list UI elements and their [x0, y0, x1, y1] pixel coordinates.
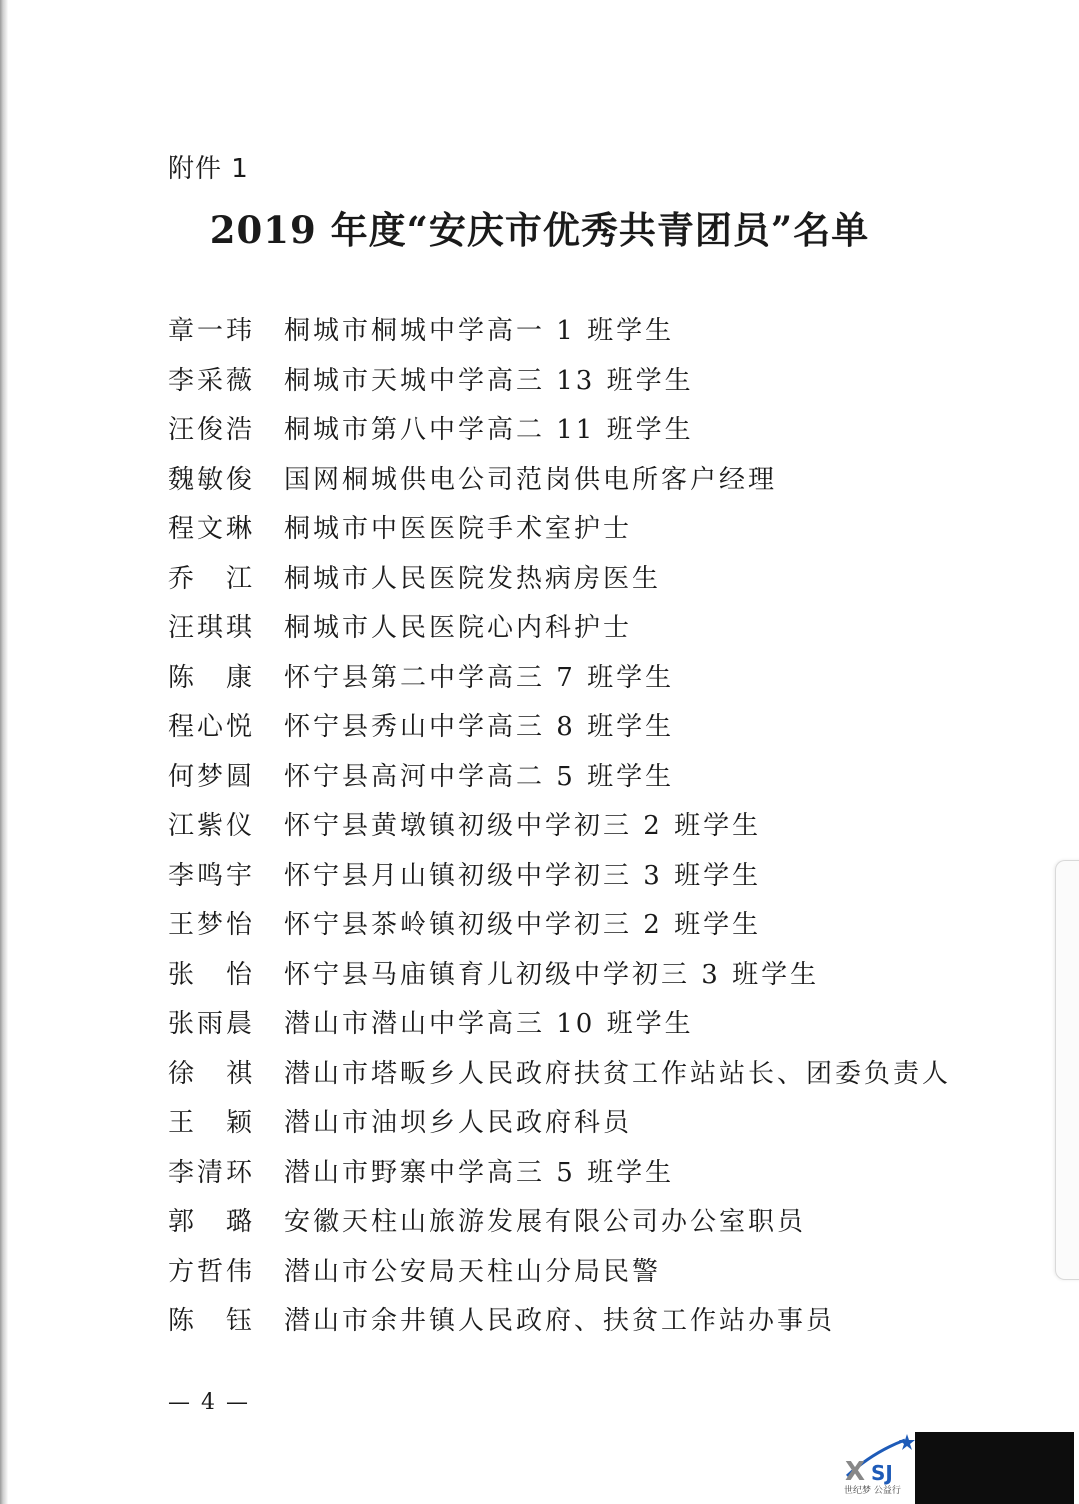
honoree-description: 怀宁县马庙镇育儿初级中学初三 3 班学生 [284, 959, 820, 990]
honoree-name: 乔 江 [168, 563, 256, 594]
honoree-name: 方哲伟 [168, 1256, 256, 1287]
honoree-name: 李采薇 [168, 365, 256, 396]
list-item [168, 357, 1028, 407]
honoree-description: 怀宁县第二中学高三 7 班学生 [284, 662, 675, 693]
honoree-description: 国网桐城供电公司范岗供电所客户经理 [284, 464, 778, 495]
list-item [168, 505, 1028, 555]
honoree-description: 怀宁县月山镇初级中学初三 3 班学生 [284, 860, 762, 891]
list-item [168, 654, 1028, 704]
honoree-name: 王 颖 [168, 1108, 256, 1138]
honoree-description: 潜山市公安局天柱山分局民警 [284, 1256, 662, 1287]
honoree-description: 潜山市塔畈乡人民政府扶贫工作站站长、团委负责人 [284, 1058, 952, 1089]
svg-text:X: X [845, 1457, 866, 1487]
honoree-name: 王梦怡 [168, 910, 256, 940]
list-item [168, 802, 1028, 852]
honoree-description: 怀宁县茶岭镇初级中学初三 2 班学生 [284, 910, 762, 940]
page-title: 2019 年度“安庆市优秀共青团员”名单 [209, 208, 870, 252]
list-item [168, 1000, 1028, 1050]
honoree-name: 郭 璐 [168, 1207, 256, 1237]
list-item [168, 456, 1028, 506]
honoree-name: 程文琳 [168, 514, 256, 544]
list-item [168, 1099, 1028, 1149]
attachment-label: 附件 1 [168, 154, 249, 184]
honoree-description: 怀宁县秀山中学高三 8 班学生 [284, 712, 675, 742]
honoree-name: 李清环 [168, 1157, 256, 1188]
honoree-name: 张雨晨 [168, 1009, 256, 1039]
honoree-name: 魏敏俊 [168, 464, 256, 495]
watermark-caption: 世纪梦 公益行 [844, 1486, 901, 1496]
list-item [168, 1248, 1028, 1298]
honoree-description: 桐城市人民医院心内科护士 [284, 613, 633, 643]
list-item [168, 1050, 1028, 1100]
list-item [168, 406, 1028, 456]
honoree-description: 潜山市潜山中学高三 10 班学生 [284, 1009, 694, 1039]
honoree-description: 安徽天柱山旅游发展有限公司办公室职员 [284, 1207, 807, 1237]
honoree-list [168, 307, 1028, 1347]
scrollbar-handle[interactable] [1055, 860, 1079, 1280]
list-item [168, 852, 1028, 902]
honoree-description: 桐城市第八中学高二 11 班学生 [284, 415, 694, 445]
honoree-description: 潜山市油坝乡人民政府科员 [284, 1108, 633, 1138]
page-number: — 4 — [168, 1390, 250, 1415]
honoree-description: 桐城市天城中学高三 13 班学生 [284, 365, 694, 396]
list-item [168, 604, 1028, 654]
honoree-description: 桐城市中医医院手术室护士 [284, 514, 633, 544]
list-item [168, 703, 1028, 753]
honoree-name: 陈 康 [168, 662, 256, 693]
honoree-name: 汪琪琪 [168, 613, 256, 643]
list-item [168, 901, 1028, 951]
list-item [168, 1198, 1028, 1248]
honoree-description: 怀宁县高河中学高二 5 班学生 [284, 761, 675, 792]
honoree-description: 桐城市桐城中学高一 1 班学生 [284, 316, 675, 346]
watermark-logo-text: SJ [871, 1461, 893, 1485]
list-item [168, 1297, 1028, 1347]
watermark-star-swoosh-icon [843, 1432, 923, 1488]
honoree-description: 桐城市人民医院发热病房医生 [284, 563, 662, 594]
honoree-description: 潜山市余井镇人民政府、扶贫工作站办事员 [284, 1306, 836, 1336]
honoree-name: 徐 祺 [168, 1058, 256, 1089]
honoree-name: 张 怡 [168, 959, 256, 990]
honoree-name: 程心悦 [168, 712, 256, 742]
honoree-name: 章一玮 [168, 316, 256, 346]
list-item [168, 1149, 1028, 1199]
honoree-description: 怀宁县黄墩镇初级中学初三 2 班学生 [284, 811, 762, 841]
honoree-description: 潜山市野寨中学高三 5 班学生 [284, 1157, 675, 1188]
honoree-name: 江紫仪 [168, 811, 256, 841]
list-item [168, 307, 1028, 357]
honoree-name: 李鸣宇 [168, 860, 256, 891]
list-item [168, 753, 1028, 803]
honoree-name: 何梦圆 [168, 761, 256, 792]
honoree-name: 汪俊浩 [168, 415, 256, 445]
overlay-dark-block [915, 1432, 1074, 1504]
honoree-name: 陈 钰 [168, 1306, 256, 1336]
list-item [168, 555, 1028, 605]
list-item [168, 951, 1028, 1001]
